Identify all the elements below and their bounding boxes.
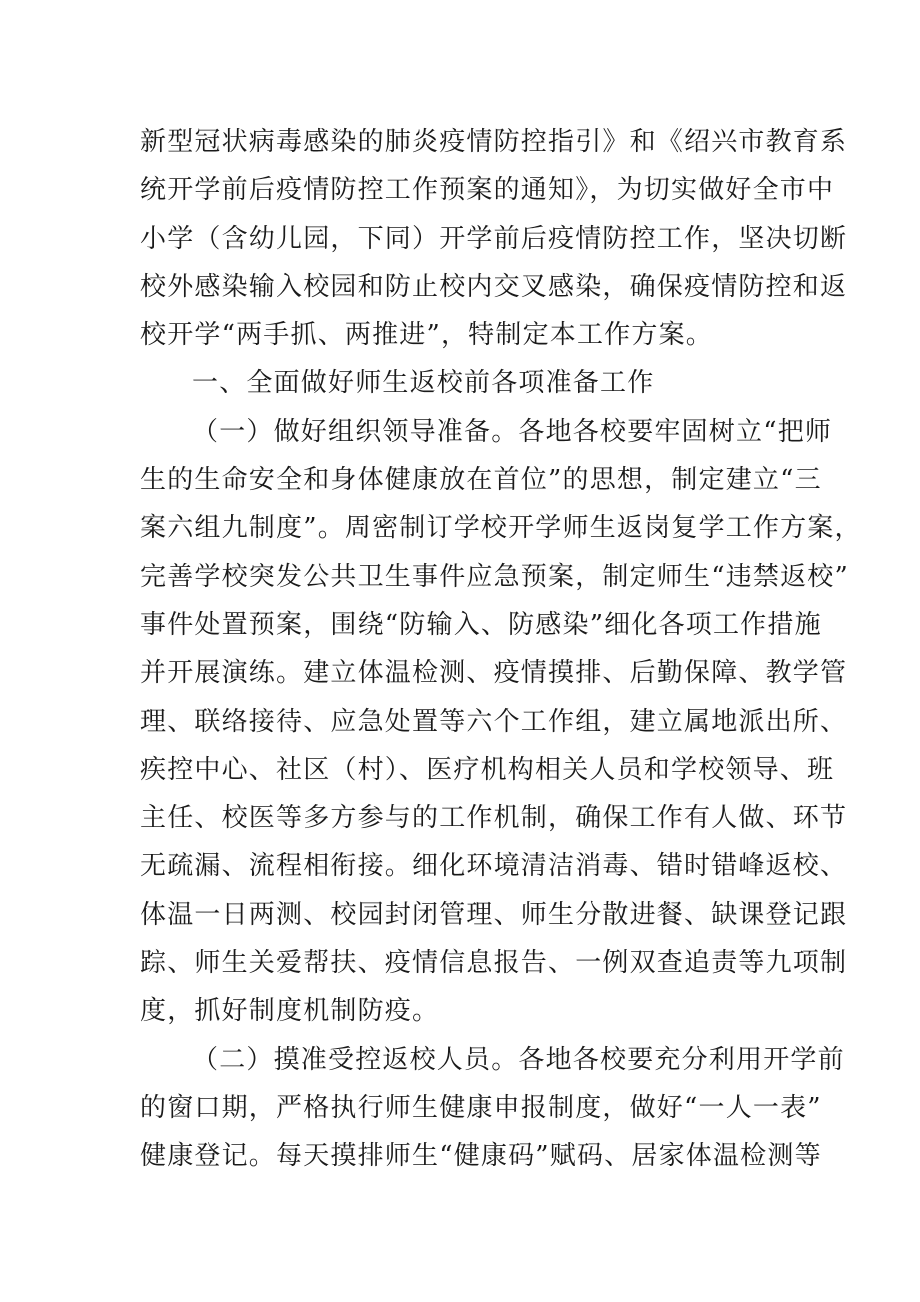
text-line: 踪、师生关爱帮扶、疫情信息报告、一例双查追责等九项制 (140, 948, 848, 979)
text-line: 理、联络接待、应急处置等六个工作组，建立属地派出所、 (140, 706, 848, 737)
text-line: 完善学校突发公共卫生事件应急预案，制定师生“违禁返校” (140, 561, 849, 592)
section-heading: 一、全面做好师生返校前各项准备工作 (192, 368, 655, 399)
text-line: 校开学“两手抓、两推进”，特制定本工作方案。 (140, 320, 713, 351)
text-line: 新型冠状病毒感染的肺炎疫情防控指引》和《绍兴市教育系 (140, 127, 848, 157)
text-line: 生的生命安全和身体健康放在首位”的思想，制定建立“三 (140, 465, 822, 496)
text-line: 度，抓好制度机制防疫。 (140, 996, 440, 1027)
subsection-heading-line: （二）摸准受控返校人员。各地各校要充分利用开学前 (192, 1044, 845, 1075)
text-line: 校外感染输入校园和防止校内交叉感染，确保疫情防控和返 (140, 271, 848, 302)
text-line: 健康登记。每天摸排师生“健康码”赋码、居家体温检测等 (140, 1141, 822, 1172)
text-line: 疾控中心、社区（村）、医疗机构相关人员和学校领导、班 (140, 754, 835, 785)
text-line: 主任、校医等多方参与的工作机制，确保工作有人做、环节 (140, 803, 848, 834)
document-body (140, 118, 862, 1181)
text-line: 统开学前后疫情防控工作预案的通知》，为切实做好全市中 (140, 175, 835, 206)
subsection-heading-line: （一）做好组织领导准备。各地各校要牢固树立“把师 (192, 416, 833, 447)
text-line: 无疏漏、流程相衔接。细化环境清洁消毒、错时错峰返校、 (140, 851, 848, 882)
text-line: 并开展演练。建立体温检测、疫情摸排、后勤保障、教学管 (140, 658, 848, 689)
text-line: 案六组九制度”。周密制订学校开学师生返岗复学工作方案， (140, 513, 862, 544)
text-line: 的窗口期，严格执行师生健康申报制度，做好“一人一表” (140, 1092, 822, 1123)
text-line: 事件处置预案，围绕“防输入、防感染”细化各项工作措施 (140, 609, 822, 640)
text-line: 小学（含幼儿园，下同）开学前后疫情防控工作，坚决切断 (140, 223, 848, 254)
text-line: 体温一日两测、校园封闭管理、师生分散进餐、缺课登记跟 (140, 899, 848, 930)
